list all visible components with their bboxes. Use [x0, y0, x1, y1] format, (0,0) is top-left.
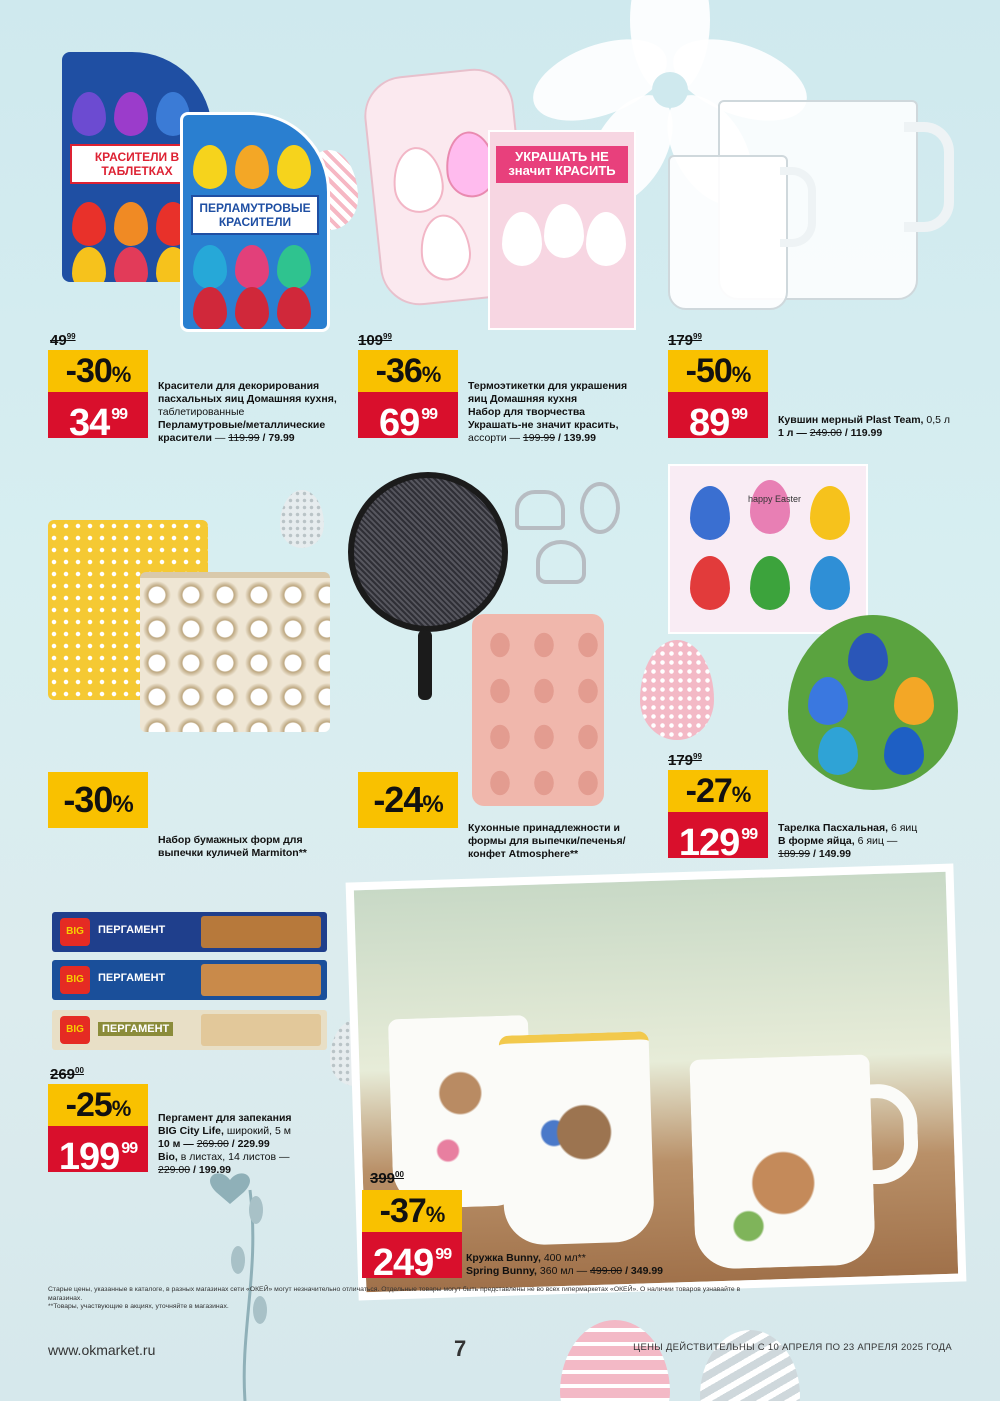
price-tag: [362, 1190, 462, 1284]
footnote-line: **Товары, участвующие в акциях, уточняйте в магазинах.: [48, 1303, 229, 1310]
discount-badge: -30%: [48, 772, 148, 828]
craft-book-title: УКРАШАТЬ НЕ значит КРАСИТЬ: [496, 146, 628, 183]
paper-baking-form-image: [140, 572, 330, 732]
parchment-roll-image: [52, 960, 327, 1000]
easter-plate-image: [668, 464, 868, 634]
price: 34 $^{99}$: [48, 392, 148, 438]
validity-notice: ЦЕНЫ ДЕЙСТВИТЕЛЬНЫ С 10 АПРЕЛЯ ПО 23 АПРЕЛЯ 2025 ГОДА: [633, 1342, 952, 1353]
parchment-roll-image: [52, 912, 327, 952]
sieve-handle-image: [418, 630, 432, 700]
sieve-image: [348, 472, 508, 632]
price: 129 $^{99}$: [668, 812, 768, 858]
discount-badge: -27%: [668, 770, 768, 812]
discount-badge: -25%: [48, 1084, 148, 1126]
price: 199 $^{99}$: [48, 1126, 148, 1172]
footnote-line: Старые цены, указанные в каталоге, в разных магазинах сети «ОКЕЙ» могут незначительно отличаться. Отдельные товары могут быть представлены не во всех гипермаркетах «ОКЕЙ». О наличии товаров узнавайте в магазинах.: [48, 1286, 741, 1302]
product-description: Красители для декорирования пасхальных яиц Домашняя кухня, таблетированные Перламутровые/металлические красители — 119.99 / 79.99: [158, 380, 337, 444]
cookie-cutter-image: [580, 482, 620, 534]
discount-badge: -50%: [668, 350, 768, 392]
price-tag: [668, 350, 768, 444]
price-tag: [668, 770, 768, 864]
price: 69 $^{99}$: [358, 392, 458, 438]
old-price: $109^{99}$: [358, 332, 392, 349]
silicone-mold-image: [472, 614, 604, 806]
mug-image: [498, 1031, 655, 1246]
price-tag: [48, 772, 148, 828]
egg-decoration: [640, 640, 714, 740]
measuring-jug-image: [668, 155, 788, 310]
old-price: $179^{99}$: [668, 332, 702, 349]
willow-branch-decoration: [190, 1150, 300, 1401]
price-tag: [358, 350, 458, 444]
old-price: $49^{99}$: [50, 332, 76, 349]
old-price: $179^{99}$: [668, 752, 702, 769]
plate-label: happy Easter: [748, 494, 802, 504]
discount-badge: -30%: [48, 350, 148, 392]
price-tag: [358, 772, 458, 828]
dye-box1-label: КРАСИТЕЛИ В ТАБЛЕТКАХ: [70, 144, 204, 184]
product-description: Тарелка Пасхальная, 6 яиц В форме яйца, 6 яиц — 189.99 / 149.99: [778, 822, 918, 860]
parchment-label: ПЕРГАМЕНТ: [98, 1022, 173, 1036]
parchment-label: ПЕРГАМЕНТ: [98, 924, 166, 936]
price-tag: [48, 1084, 148, 1178]
parchment-label: ПЕРГАМЕНТ: [98, 972, 166, 984]
product-description: Пергамент для запекания BIG City Life, широкий, 5 м 10 м — 269.00 / 229.99 Bio, в листах, 14 листов — 229.00 / 199.99: [158, 1112, 292, 1176]
egg-decoration: [560, 1320, 670, 1401]
cookie-cutter-image: [536, 540, 586, 584]
page-number: 7: [454, 1336, 467, 1361]
discount-badge: -24%: [358, 772, 458, 828]
parchment-roll-image: [52, 1010, 327, 1050]
big-logo: BIG: [60, 918, 90, 946]
mug-image: [689, 1054, 876, 1270]
product-description: Термоэтикетки для украшения яиц Домашняя кухня Набор для творчества Украшать-не значит красить, ассорти — 199.99 / 139.99: [468, 380, 628, 444]
egg-decoration: [700, 1330, 800, 1401]
price-tag: [48, 350, 148, 444]
product-description: Набор бумажных форм для выпечки куличей Marmiton**: [158, 834, 307, 859]
old-price: $399^{00}$: [370, 1170, 404, 1187]
product-description: Кувшин мерный Plast Team, 0,5 л 1 л — 249.00 / 119.99: [778, 414, 951, 439]
egg-decoration: [280, 490, 324, 548]
price: 89 $^{99}$: [668, 392, 768, 438]
website-link[interactable]: www.okmarket.ru: [48, 1342, 156, 1358]
easter-plate-image: [788, 615, 958, 790]
dye-box2-label: ПЕРЛАМУТРОВЫЕ КРАСИТЕЛИ: [191, 195, 319, 235]
big-logo: BIG: [60, 966, 90, 994]
old-price: $269^{00}$: [50, 1066, 84, 1083]
discount-badge: -36%: [358, 350, 458, 392]
discount-badge: -37%: [362, 1190, 462, 1232]
cookie-cutter-image: [515, 490, 565, 530]
dye-box-image: [180, 112, 330, 332]
craft-book-image: [488, 130, 636, 330]
big-logo: BIG: [60, 1016, 90, 1044]
footnote: [48, 1286, 748, 1312]
product-description: Кружка Bunny, 400 мл** Spring Bunny, 360 мл — 499.00 / 349.99: [466, 1252, 664, 1277]
product-description: Кухонные принадлежности и формы для выпечки/печенья/ конфет Atmosphere**: [468, 822, 626, 860]
price: 249 $^{99}$: [362, 1232, 462, 1278]
